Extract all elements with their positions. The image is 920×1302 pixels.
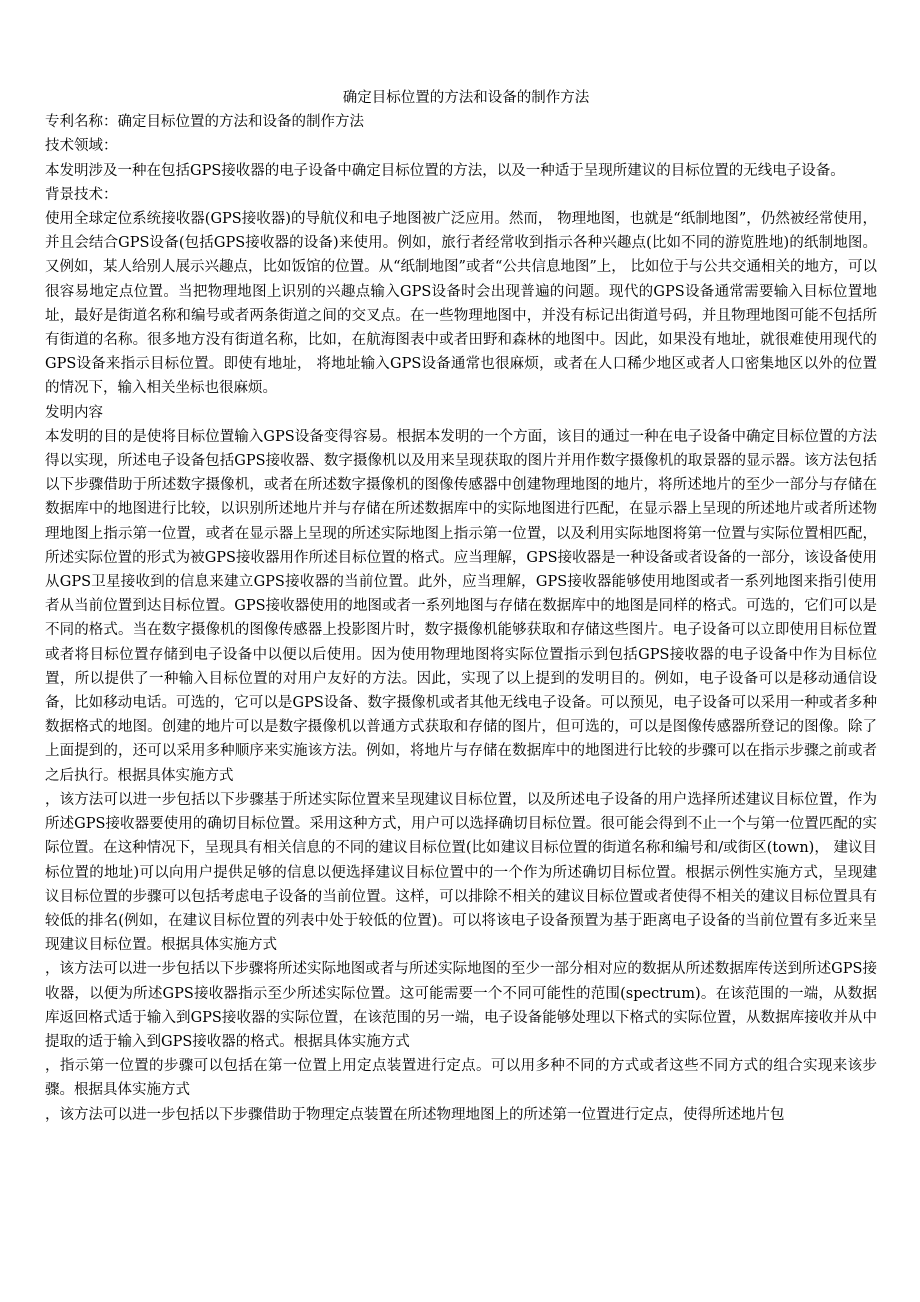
- document-page: [45, 86, 877, 1127]
- background-paragraph: 使用全球定位系统接收器(GPS接收器)的导航仪和电子地图被广泛应用。然而， 物理地图，也就是“纸制地图”，仍然被经常使用，并且会结合GPS设备(包括GPS接收器的设备)来使用。例如，旅行者经常收到指示各种兴趣点(比如不同的游览胜地)的纸制地图。又例如，某人给别人展示兴趣点，比如饭馆的位置。从“纸制地图”或者“公共信息地图”上， 比如位于与公共交通相关的地方，可以很容易地定点位置。当把物理地图上识别的兴趣点输入GPS设备时会出现普遍的问题。现代的GPS设备通常需要输入目标位置地址，最好是街道名称和编号或者两条街道之间的交叉点。在一些物理地图中，并没有标记出街道号码，并且物理地图可能不包括所有街道的名称。很多地方没有街道名称，比如，在航海图表中或者田野和森林的地图中。因此，如果没有地址，就很难使用现代的GPS设备来指示目标位置。即使有地址， 将地址输入GPS设备通常也很麻烦，或者在人口稀少地区或者人口密集地区以外的位置的情况下，输入相关坐标也很麻烦。: [45, 211, 877, 397]
- tech-field-paragraph: 本发明涉及一种在包括GPS接收器的电子设备中确定目标位置的方法，以及一种适于呈现所建议的目标位置的无线电子设备。: [45, 162, 845, 179]
- document-title: 确定目标位置的方法和设备的制作方法: [342, 90, 590, 106]
- invention-paragraph-2: ，该方法可以进一步包括以下步骤基于所述实际位置来呈现建议目标位置，以及所述电子设备的用户选择所述建议目标位置，作为所述GPS接收器要使用的确切目标位置。采用这种方式，用户可以选择确切目标位置。很可能会得到不止一个与第一位置匹配的实际位置。在这种情况下，呈现具有相关信息的不同的建议目标位置(比如建议目标位置的街道名称和编号和/或街区(town)， 建议目标位置的地址)可以向用户提供足够的信息以便选择建议目标位置中的一个作为所述确切目标位置。根据示例性实施方式，呈现建议目标位置的步骤可以包括考虑电子设备的当前位置。这样，可以排除不相关的建议目标位置或者使得不相关的建议目标位置具有较低的排名(例如，在建议目标位置的列表中处于较低的位置)。可以将该电子设备预置为基于距离电子设备的当前位置有多近来呈现建议目标位置。根据具体实施方式: [45, 791, 877, 954]
- patent-name: 专利名称：确定目标位置的方法和设备的制作方法: [45, 114, 364, 131]
- invention-paragraph-5: ，该方法可以进一步包括以下步骤借助于物理定点装置在所述物理地图上的所述第一位置进行定点，使得所述地片包: [45, 1106, 785, 1123]
- invention-paragraph-4: ，指示第一位置的步骤可以包括在第一位置上用定点装置进行定点。可以用多种不同的方式或者这些不同方式的组合实现来该步骤。根据具体实施方式: [45, 1058, 877, 1099]
- invention-paragraph-3: ，该方法可以进一步包括以下步骤将所述实际地图或者与所述实际地图的至少一部分相对应的数据从所述数据库传送到所述GPS接收器，以便为所述GPS接收器指示至少所述实际位置。这可能需要一个不同可能性的范围(spectrum)。在该范围的一端，从数据库返回格式适于输入到GPS接收器的实际位置，在该范围的另一端，电子设备能够处理以下格式的实际位置，从数据库接收并从中提取的适于输入到GPS接收器的格式。根据具体实施方式: [45, 961, 877, 1050]
- background-heading: 背景技术：: [45, 186, 118, 203]
- invention-paragraph-1: 本发明的目的是使将目标位置输入GPS设备变得容易。根据本发明的一个方面，该目的通过一种在电子设备中确定目标位置的方法得以实现，所述电子设备包括GPS接收器、数字摄像机以及用来呈现获取的图片并用作数字摄像机的取景器的显示器。该方法包括以下步骤借助于所述数字摄像机，或者在所述数字摄像机的图像传感器中创建物理地图的地片，将所述地片的至少一部分与存储在数据库中的地图进行比较，以识别所述地片并与存储在所述数据库中的实际地图进行匹配，在显示器上呈现的所述地片或者所述物理地图上指示第一位置，或者在显示器上呈现的所述实际地图上指示第一位置，以及利用实际地图将第一位置与实际位置相匹配，所述实际位置的形式为被GPS接收器用作所述目标位置的格式。应当理解，GPS接收器是一种设备或者设备的一部分，该设备使用从GPS卫星接收到的信息来建立GPS接收器的当前位置。此外，应当理解，GPS接收器能够使用地图或者一系列地图来指引使用者从当前位置到达目标位置。GPS接收器使用的地图或者一系列地图与存储在数据库中的地图是同样的格式。可选的，它们可以是不同的格式。当在数字摄像机的图像传感器上投影图片时，数字摄像机能够获取和存储这些图片。电子设备可以立即使用目标位置或者将目标位置存储到电子设备中以便以后使用。因为使用物理地图将实际位置指示到包括GPS接收器的电子设备中作为目标位置，所以提供了一种输入目标位置的对用户友好的方法。因此，实现了以上提到的发明目的。例如，电子设备可以是移动通信设备，比如移动电话。可选的，它可以是GPS设备、数字摄像机或者其他无线电子设备。可以预见，电子设备可以采用一种或者多种数据格式的地图。创建的地片可以是数字摄像机以普通方式获取和存储的图片，但可选的，可以是图像传感器所登记的图像。除了上面提到的，还可以采用多种顺序来实施该方法。例如，将地片与存储在数据库中的地图进行比较的步骤可以在指示步骤之前或者之后执行。根据具体实施方式: [45, 428, 877, 784]
- invention-heading: 发明内容: [45, 404, 103, 421]
- tech-field-heading: 技术领域：: [45, 138, 118, 155]
